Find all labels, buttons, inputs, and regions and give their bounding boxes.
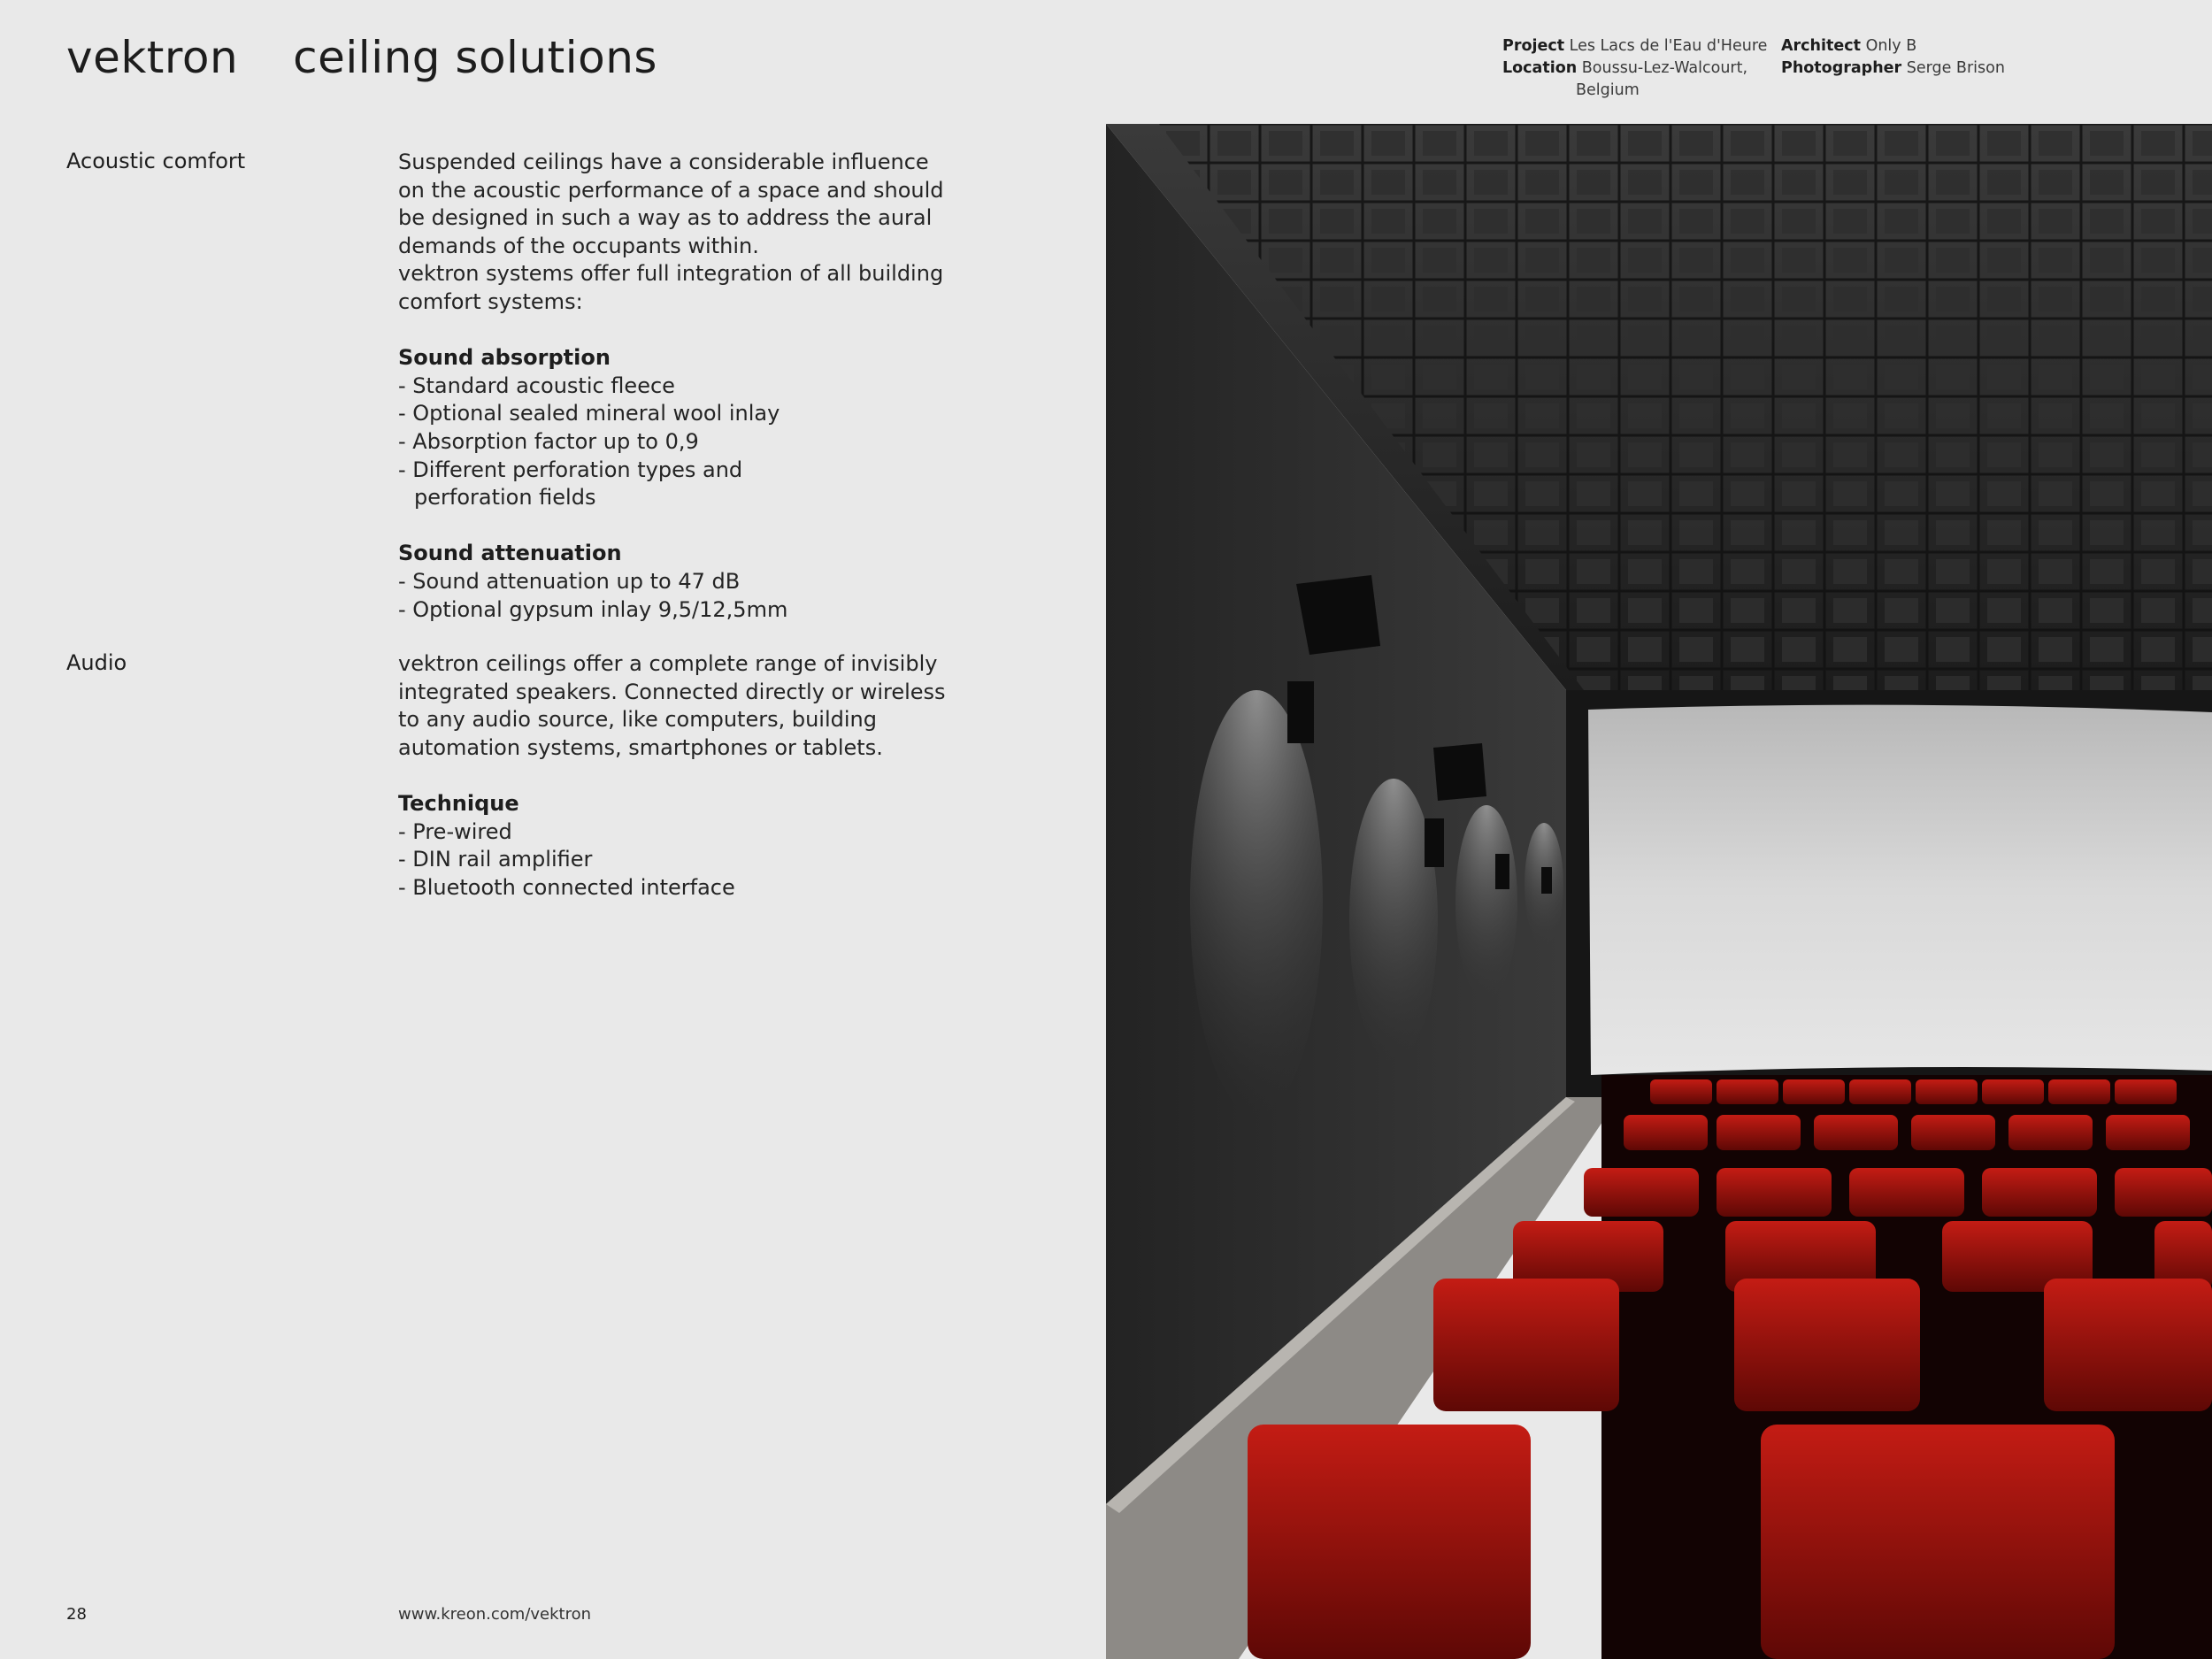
footer-url: www.kreon.com/vektron	[398, 1605, 592, 1624]
list-item: - DIN rail amplifier	[398, 847, 593, 872]
location-value: Boussu-Lez-Walcourt,	[1581, 59, 1748, 77]
acoustic-comfort-text	[398, 149, 956, 624]
location-label: Location	[1502, 59, 1578, 77]
project-label: Project	[1502, 37, 1565, 55]
photographer-value: Serge Brison	[1906, 59, 2005, 77]
location-value-2: Belgium	[1576, 81, 1640, 99]
architect-label: Architect	[1781, 37, 1861, 55]
sound-absorption-heading: Sound absorption	[398, 345, 611, 371]
list-item: - Optional gypsum inlay 9,5/12,5mm	[398, 596, 788, 622]
technique-heading: Technique	[398, 790, 519, 816]
list-item: - Pre-wired	[398, 818, 512, 844]
acoustic-intro: Suspended ceilings have a considerable influence on the acoustic performance of a space and should be designed in such a way as to address the aural demands of the occupants within.	[398, 150, 944, 258]
list-item: - Bluetooth connected interface	[398, 874, 735, 900]
acoustic-intro-2: vektron systems offer full integration of all building comfort systems:	[398, 261, 944, 314]
acoustic-comfort-label: Acoustic comfort	[66, 149, 246, 173]
list-item: - Absorption factor up to 0,9	[398, 428, 699, 454]
audio-label: Audio	[66, 650, 127, 675]
section-title: ceiling solutions	[293, 32, 657, 83]
photographer-label: Photographer	[1781, 59, 1902, 77]
brand-name: vektron	[66, 32, 239, 83]
audio-text	[398, 650, 956, 902]
list-item: - Optional sealed mineral wool inlay	[398, 401, 780, 426]
cinema-photo	[1106, 124, 2212, 1659]
audio-intro: vektron ceilings offer a complete range of invisibly integrated speakers. Connected directly or wireless to any audio source, like computers, building automation systems, smartphones or tablets.	[398, 651, 946, 760]
list-item: - Different perforation types and perforation fields	[398, 457, 743, 511]
project-value: Les Lacs de l'Eau d'Heure	[1569, 37, 1768, 55]
sound-attenuation-heading: Sound attenuation	[398, 541, 622, 566]
architect-value: Only B	[1865, 37, 1917, 55]
people-credits	[1781, 35, 2047, 80]
page-number: 28	[66, 1605, 87, 1624]
cinema-illustration	[1106, 124, 2212, 1659]
list-item: - Sound attenuation up to 47 dB	[398, 568, 741, 594]
header-title	[66, 32, 657, 83]
list-item: - Standard acoustic fleece	[398, 373, 675, 398]
project-credits	[1502, 35, 1777, 102]
